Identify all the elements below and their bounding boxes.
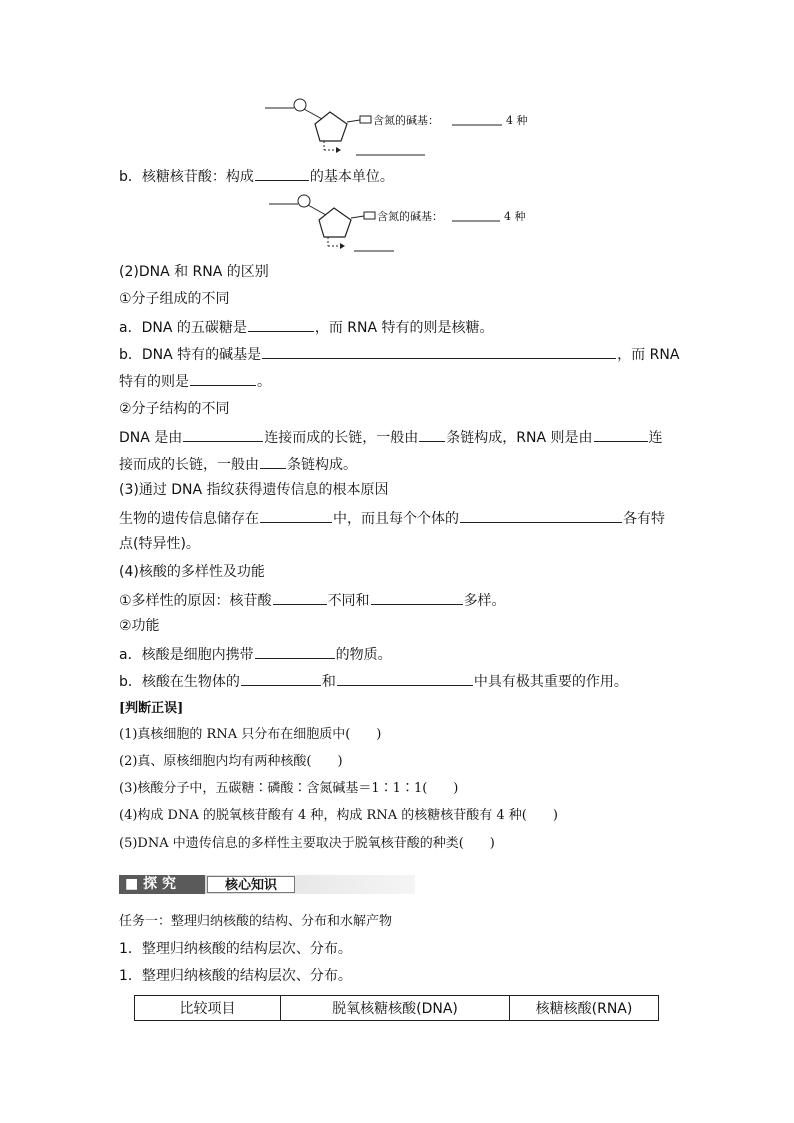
s2-heading: (2)DNA 和 RNA 的区别 (119, 264, 269, 280)
s2-b2: 特有的则是 。 (119, 371, 271, 391)
table-header-row (135, 996, 659, 1021)
task1-item-b: 1．整理归纳核酸的结构层次、分布。 (119, 968, 352, 984)
s4-2: ②功能 (119, 618, 160, 634)
blank[interactable] (262, 344, 616, 359)
s2-struct2: 接而成的长链，一般由 条链构成。 (119, 454, 357, 474)
section-banner (119, 875, 415, 894)
s2-2: ②分子结构的不同 (119, 401, 230, 417)
judge-item-5: (5)DNA 中遗传信息的多样性主要取决于脱氧核苷酸的种类( ) (119, 836, 495, 851)
task1-item-a: 1．整理归纳核酸的结构层次、分布。 (119, 941, 352, 957)
blank[interactable] (260, 508, 332, 523)
s4-a: a．核酸是细胞内携带 的物质。 (119, 644, 392, 664)
ribonucleotide-line: b．核糖核苷酸：构成 的基本单位。 (119, 166, 394, 186)
task1-title: 任务一：整理归纳核酸的结构、分布和水解产物 (119, 914, 393, 929)
s4-heading: (4)核酸的多样性及功能 (119, 564, 265, 580)
blank[interactable] (273, 590, 327, 605)
judge-item-3: (3)核酸分子中，五碳糖∶磷酸∶含氮碱基＝1∶1∶1( ) (119, 781, 459, 796)
blank[interactable] (419, 427, 445, 442)
judge-item-2: (2)真、原核细胞内均有两种核酸( ) (119, 754, 343, 769)
table-header-cell: 比较项目 (135, 996, 281, 1021)
s4-b: b．核酸在生物体的 和 中具有极其重要的作用。 (119, 671, 628, 691)
section-label-light: 核心知识 (207, 876, 295, 893)
blank[interactable] (337, 671, 473, 686)
blank[interactable] (371, 590, 463, 605)
blank[interactable] (460, 508, 622, 523)
s2-a: a．DNA 的五碳糖是 ，而 RNA 特有的则是核糖。 (119, 317, 494, 337)
base-count: 4 种 (504, 210, 526, 223)
judge-item-1: (1)真核细胞的 RNA 只分布在细胞质中( ) (119, 727, 382, 742)
blank[interactable] (183, 427, 263, 442)
base-count: 4 种 (506, 114, 528, 127)
blank[interactable] (241, 671, 321, 686)
blank[interactable] (255, 644, 335, 659)
nucleotide-diagram-1 (260, 94, 560, 160)
s3-line2: 点(特异性)。 (119, 536, 200, 552)
base-label: 含氮的碱基： (373, 114, 439, 127)
table-header-cell: 核糖核酸(RNA) (510, 996, 659, 1021)
blank[interactable] (594, 427, 648, 442)
nucleotide-diagram-2 (264, 190, 564, 256)
blank[interactable] (255, 166, 309, 181)
s2-b: b．DNA 特有的碱基是 ，而 RNA (119, 344, 679, 364)
s2-1: ①分子组成的不同 (119, 291, 230, 307)
s2-struct: DNA 是由 连接而成的长链，一般由 条链构成，RNA 则是由 连 (119, 427, 663, 447)
base-label: 含氮的碱基： (377, 210, 443, 223)
judge-heading: [判断正误] (119, 701, 184, 716)
s3-heading: (3)通过 DNA 指纹获得遗传信息的根本原因 (119, 482, 389, 498)
table-header-cell: 脱氧核糖核酸(DNA) (281, 996, 510, 1021)
judge-item-4: (4)构成 DNA 的脱氧核苷酸有 4 种，构成 RNA 的核糖核苷酸有 4 种( ) (119, 808, 558, 823)
s4-1: ①多样性的原因：核苷酸 不同和 多样。 (119, 590, 506, 610)
blank[interactable] (190, 371, 256, 386)
s3-line1: 生物的遗传信息储存在 中，而且每个个体的 各有特 (119, 508, 665, 528)
section-label-dark: ■ 探 究 (119, 875, 205, 894)
blank[interactable] (260, 454, 286, 469)
blank[interactable] (248, 317, 314, 332)
comparison-table (134, 995, 659, 1021)
